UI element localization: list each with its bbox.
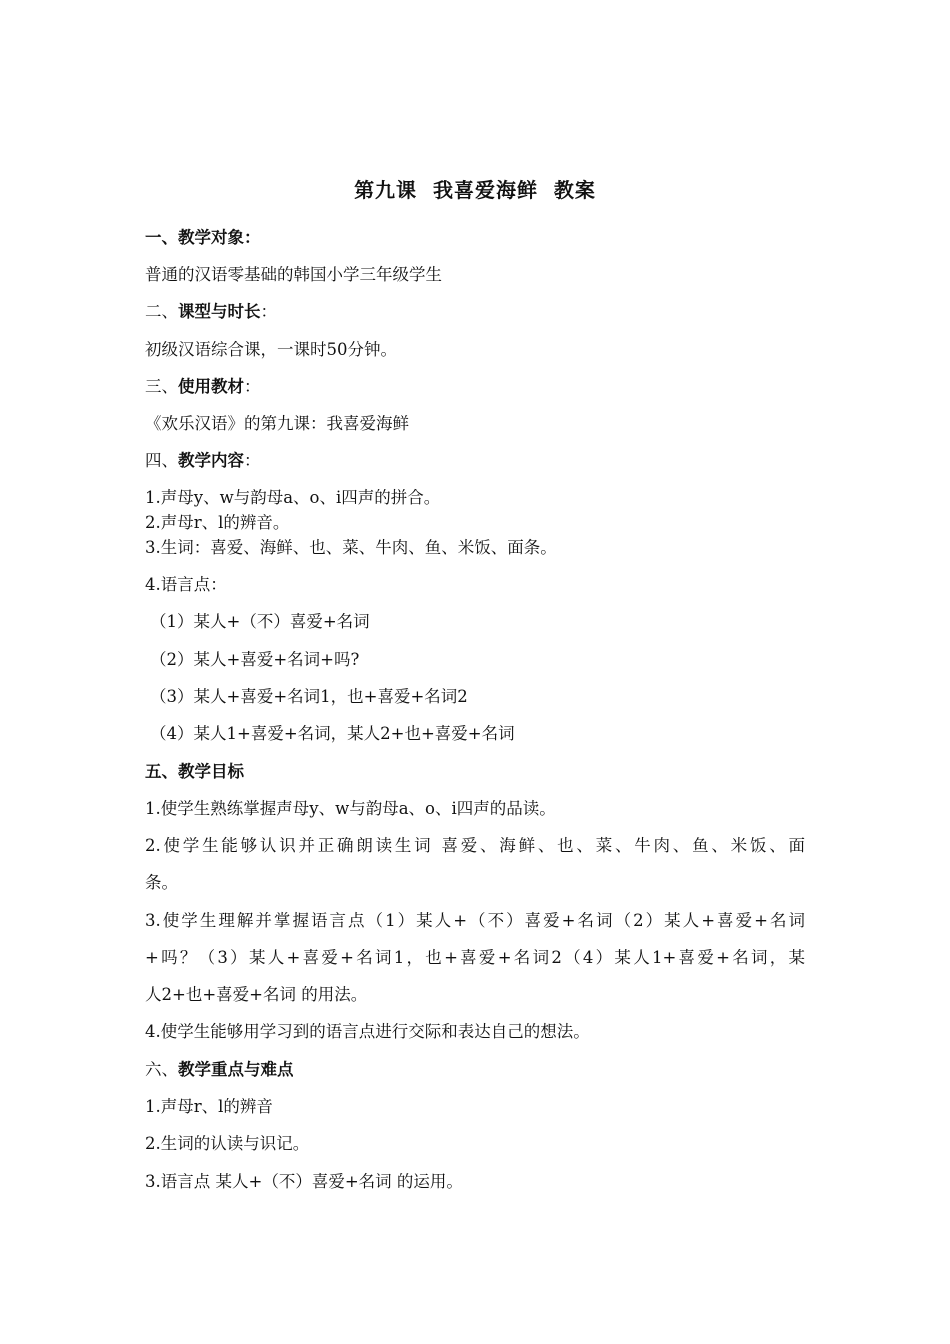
grammar-point-item: （2）某人+喜爱+名词+吗? [150, 650, 360, 669]
heading-suffix: ： [244, 451, 261, 470]
key-point-item: 2.生词的认读与识记。 [145, 1134, 310, 1153]
heading-bold-text: 教学内容 [178, 451, 244, 470]
grammar-point-item: （1）某人+（不）喜爱+名词 [150, 612, 370, 631]
grammar-point-item: （4）某人1+喜爱+名词，某人2+也+喜爱+名词 [150, 724, 515, 743]
goal-line: 4.使学生能够用学习到的语言点进行交际和表达自己的想法。 [145, 1022, 590, 1041]
heading-bold-text: 使用教材 [178, 377, 244, 396]
section-heading-teaching-content [145, 449, 261, 473]
goal-line: 2.使学生能够认识并正确朗读生词 喜爱、海鲜、也、菜、牛肉、鱼、米饭、面 [145, 836, 805, 855]
section-heading-teaching-goals: 五、教学目标 [145, 762, 244, 781]
heading-prefix: 四、 [145, 451, 178, 470]
goal-line: 3.使学生理解并掌握语言点（1）某人+（不）喜爱+名词（2）某人+喜爱+名词 [145, 911, 805, 930]
section-heading-lesson-type [145, 300, 277, 324]
document-title: 第九课 我喜爱海鲜 教案 [354, 178, 596, 202]
content-item: 3.生词：喜爱、海鲜、也、菜、牛肉、鱼、米饭、面条。 [145, 538, 557, 557]
heading-suffix: ： [244, 377, 261, 396]
grammar-point-item: （3）某人+喜爱+名词1，也+喜爱+名词2 [150, 687, 468, 706]
heading-bold-text: 课型与时长 [178, 302, 261, 321]
goal-line: 1.使学生熟练掌握声母y、w与韵母a、o、i四声的品读。 [145, 799, 556, 818]
heading-prefix: 二、 [145, 302, 178, 321]
heading-suffix: ： [260, 302, 277, 321]
goal-line: 条。 [145, 873, 178, 892]
key-point-item: 1.声母r、l的辨音 [145, 1097, 273, 1116]
content-item: 2.声母r、l的辨音。 [145, 513, 290, 532]
section-heading-textbook [145, 375, 261, 399]
section-body-textbook: 《欢乐汉语》的第九课：我喜爱海鲜 [145, 414, 409, 433]
content-item: 1.声母y、w与韵母a、o、i四声的拼合。 [145, 488, 441, 507]
content-item: 4.语言点： [145, 575, 227, 594]
goal-line: 人2+也+喜爱+名词 的用法。 [145, 985, 368, 1004]
key-point-item: 3.语言点 某人+（不）喜爱+名词 的运用。 [145, 1172, 463, 1191]
section-body-lesson-type: 初级汉语综合课，一课时50分钟。 [145, 340, 397, 359]
heading-prefix: 三、 [145, 377, 178, 396]
section-heading-teaching-target: 一、教学对象： [145, 228, 261, 247]
heading-prefix: 六、 [145, 1060, 178, 1079]
goal-line: +吗？（3）某人+喜爱+名词1，也+喜爱+名词2（4）某人1+喜爱+名词，某 [145, 948, 805, 967]
section-body-teaching-target: 普通的汉语零基础的韩国小学三年级学生 [145, 265, 442, 284]
section-heading-key-points [145, 1058, 294, 1082]
heading-bold-text: 教学重点与难点 [178, 1060, 294, 1079]
